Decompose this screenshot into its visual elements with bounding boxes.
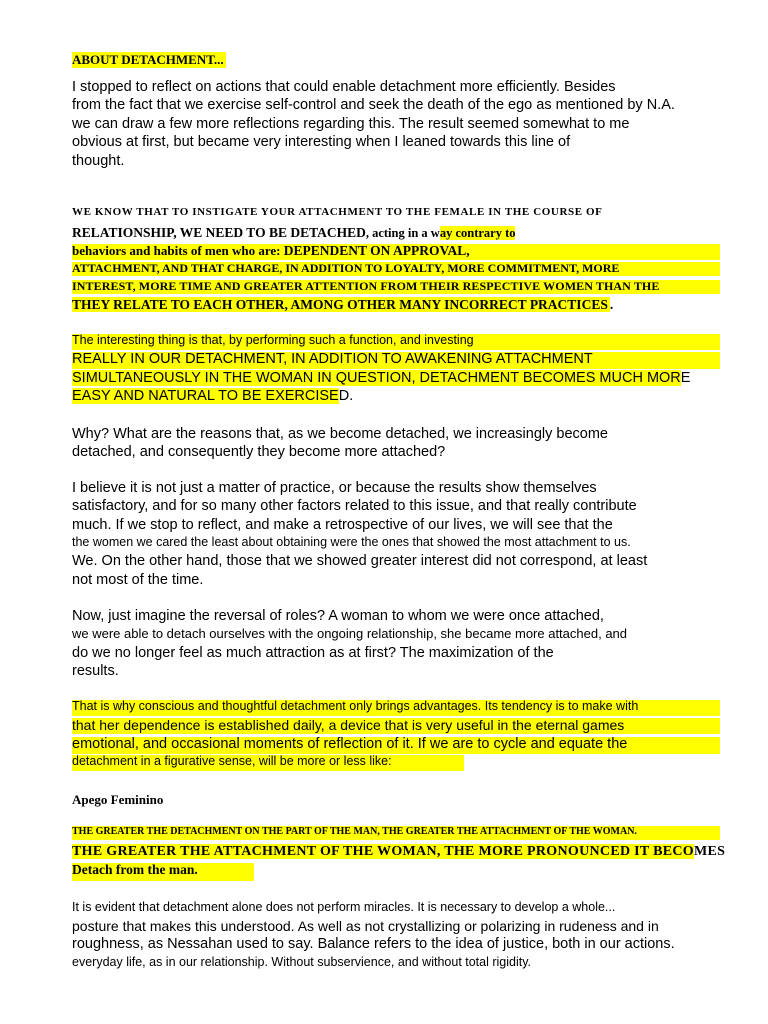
paragraph-9-line-4: everyday life, as in our relationship. Without subservience, and without total rigidity. xyxy=(72,955,532,969)
paragraph-3-line-4-end: D. xyxy=(338,388,354,404)
paragraph-1-line-4 xyxy=(72,135,662,150)
paragraph-5-line-1: I believe it is not just a matter of practice, or because the results show themselves xyxy=(72,480,597,496)
paragraph-5-line-4: the women we cared the least about obtaining were the ones that showed the most attachment to us. xyxy=(72,535,631,549)
paragraph-7-line-1: That is why conscious and thoughtful detachment only brings advantages. Its tendency is to make with xyxy=(72,700,720,716)
paragraph-7-line-3: emotional, and occasional moments of reflection of it. If we are to cycle and equate the xyxy=(72,737,720,754)
paragraph-5-line-5: We. On the other hand, those that we showed greater interest did not correspond, at least xyxy=(72,553,648,569)
paragraph-6-line-1: Now, just imagine the reversal of roles? A woman to whom we were once attached, xyxy=(72,608,604,624)
paragraph-1-line-4-text: obvious at first, but became very interesting when I leaned towards this line of xyxy=(72,134,571,150)
paragraph-8-line-3: Detach from the man. xyxy=(72,863,254,881)
paragraph-2-line-2-caps: RELATIONSHIP, WE NEED TO BE DETACHED xyxy=(72,225,366,240)
paragraph-1-line-3: we can draw a few more reflections regarding this. The result seemed somewhat to me xyxy=(72,116,630,132)
paragraph-5-line-6: not most of the time. xyxy=(72,572,204,588)
paragraph-6-line-3: do we no longer feel as much attraction as at first? The maximization of the xyxy=(72,645,554,661)
paragraph-2-line-2-mid: , acting in a w xyxy=(365,226,440,240)
paragraph-8-line-2 xyxy=(72,845,725,859)
paragraph-3-line-4 xyxy=(72,389,353,404)
paragraph-4-line-1: Why? What are the reasons that, as we become detached, we increasingly become xyxy=(72,426,608,442)
paragraph-9-line-2: posture that makes this understood. As well as not crystallizing or polarizing in rudeness and in xyxy=(72,918,659,934)
paragraph-4-line-2: detached, and consequently they become more attached? xyxy=(72,444,446,460)
paragraph-1-line-1: I stopped to reflect on actions that could enable detachment more efficiently. Besides xyxy=(72,79,616,95)
paragraph-1-line-5: thought. xyxy=(72,153,125,169)
paragraph-8-line-1: THE GREATER THE DETACHMENT ON THE PART OF THE MAN, THE GREATER THE ATTACHMENT OF THE WOMAN. xyxy=(72,826,720,840)
paragraph-3-line-2-text: REALLY IN OUR DETACHMENT, IN ADDITION TO AWAKENING ATTACHMENT xyxy=(72,351,593,367)
paragraph-3-line-3-end: E xyxy=(680,370,691,386)
paragraph-6-line-2: we were able to detach ourselves with the ongoing relationship, she became more attached, and xyxy=(72,626,628,641)
paragraph-9-line-1: It is evident that detachment alone does not perform miracles. It is necessary to develop a whole... xyxy=(72,900,616,914)
paragraph-2-line-2 xyxy=(72,226,515,240)
paragraph-3-line-4-highlight: EASY AND NATURAL TO BE EXERCISE xyxy=(72,388,339,404)
paragraph-2-line-2-highlight: ay contrary to xyxy=(439,226,516,240)
paragraph-3-line-3 xyxy=(72,371,690,386)
paragraph-2-line-3 xyxy=(72,244,720,260)
paragraph-2-line-6 xyxy=(72,298,613,312)
paragraph-6-line-4: results. xyxy=(72,663,119,679)
paragraph-2-line-3-text: behaviors and habits of men who are: xyxy=(72,243,284,258)
paragraph-5-line-3: much. If we stop to reflect, and make a retrospective of our lives, we will see that the xyxy=(72,517,613,533)
paragraph-3-line-2 xyxy=(72,352,720,369)
paragraph-2-line-6-end: . xyxy=(609,297,614,312)
paragraph-2-line-5: INTEREST, MORE TIME AND GREATER ATTENTION FROM THEIR RESPECTIVE WOMEN THAN THE xyxy=(72,280,720,294)
paragraph-1-line-2: from the fact that we exercise self-control and seek the death of the ego as mentioned by N.A. xyxy=(72,97,675,113)
document-heading: ABOUT DETACHMENT... xyxy=(72,52,224,67)
paragraph-2-line-1: WE KNOW THAT TO INSTIGATE YOUR ATTACHMENT TO THE FEMALE IN THE COURSE OF xyxy=(72,206,603,218)
paragraph-3-line-3-highlight: SIMULTANEOUSLY IN THE WOMAN IN QUESTION, DETACHMENT BECOMES MUCH MOR xyxy=(72,370,681,386)
paragraph-8-line-2-end: MES xyxy=(693,844,726,859)
paragraph-3-line-1: The interesting thing is that, by performing such a function, and investing xyxy=(72,334,720,350)
paragraph-7-line-2: that her dependence is established daily, a device that is very useful in the eternal games xyxy=(72,718,720,734)
subheading: Apego Feminino xyxy=(72,792,164,807)
paragraph-7-line-4: detachment in a figurative sense, will be more or less like: xyxy=(72,755,464,771)
paragraph-2-line-4: ATTACHMENT, AND THAT CHARGE, IN ADDITION TO LOYALTY, MORE COMMITMENT, MORE xyxy=(72,262,720,276)
paragraph-8-line-2-highlight: THE GREATER THE ATTACHMENT OF THE WOMAN, THE MORE PRONOUNCED IT BECO xyxy=(72,844,694,859)
paragraph-2-line-6-highlight: THEY RELATE TO EACH OTHER, AMONG OTHER MANY INCORRECT PRACTICES xyxy=(72,297,608,312)
paragraph-9-line-3: roughness, as Nessahan used to say. Balance refers to the idea of justice, both in our actions. xyxy=(72,936,675,952)
paragraph-2-line-3-caps: DEPENDENT ON APPROVAL, xyxy=(283,243,470,258)
paragraph-5-line-2: satisfactory, and for so many other factors related to this issue, and that really contribute xyxy=(72,498,637,514)
